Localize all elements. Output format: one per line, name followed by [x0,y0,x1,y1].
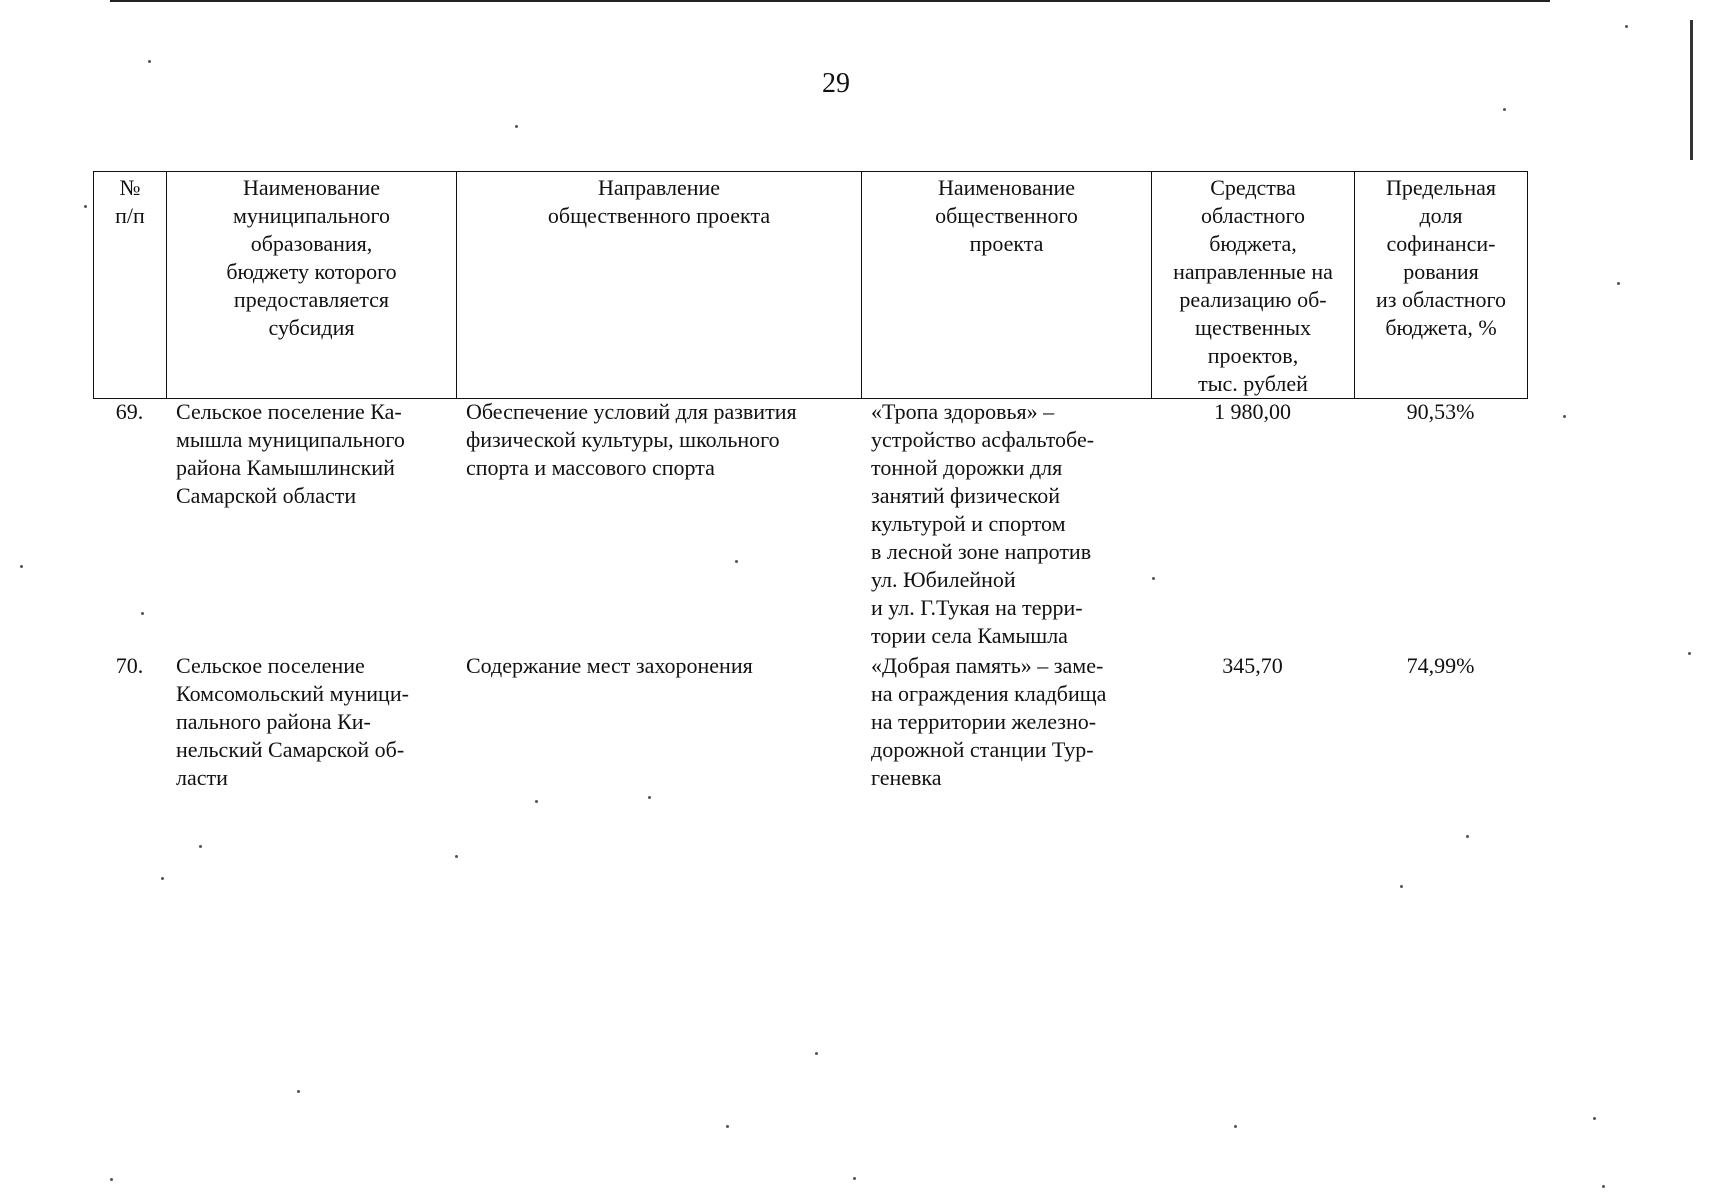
scan-speck [1688,652,1691,655]
row-share: 90,53% [1406,399,1475,424]
scan-speck [199,845,202,848]
row-funds: 1 980,00 [1214,399,1291,424]
scan-speck [110,1178,113,1181]
header-funds: Средства областного бюджета, направленные на реализацию об- щественных проектов, тыс. рублей [1152,172,1355,399]
row-funds: 345,70 [1222,653,1283,678]
header-number: № п/п [94,172,167,399]
scan-speck [1563,415,1566,418]
scan-speck [1617,282,1620,285]
scan-speck [20,565,23,568]
row-number: 70. [115,653,144,678]
scan-speck [1593,1117,1596,1120]
header-direction: Направление общественного проекта [457,172,862,399]
scan-speck [297,1090,300,1093]
table-row [93,650,1527,832]
scan-speck [1602,1185,1605,1188]
table-row [93,396,1527,650]
scan-speck [1400,885,1403,888]
scan-speck [84,205,87,208]
header-share: Предельная доля софинанси- рования из областного бюджета, % [1355,172,1528,399]
row-share: 74,99% [1406,653,1475,678]
table-body [93,396,1527,832]
scan-speck [726,1125,729,1128]
scan-speck [1234,1125,1237,1128]
scan-speck [648,796,651,799]
row-project: «Тропа здоровья» – устройство асфальтобе- тонной дорожки для занятий физической культурой и спортом в лесной зоне напротив ул. Юбилейной и ул. Г.Тукая на терри- тории села Камышла [871,399,1095,648]
row-project: «Добрая память» – заме- на ограждения кладбища на территории железно- дорожной станции Тур- геневка [871,653,1107,790]
row-direction: Обеспечение условий для развития физической культуры, школьного спорта и массового спорта [466,399,797,480]
scan-speck [141,612,144,615]
scan-speck [1503,108,1506,111]
scan-speck [1466,835,1469,838]
scan-speck [515,125,518,128]
header-municipality: Наименование муниципального образования, бюджету которого предоставляется субсидия [167,172,457,399]
scan-speck [455,855,458,858]
scan-speck [1625,25,1628,28]
scan-speck [815,1052,818,1055]
scan-speck [735,560,738,563]
header-project: Наименование общественного проекта [862,172,1152,399]
row-municipality: Сельское поселение Комсомольский муници- пального района Ки- нельский Самарской об- ласти [176,653,409,790]
page-edge-mark [1690,20,1693,160]
scan-speck [853,1177,856,1180]
scan-speck [1152,577,1155,580]
row-number: 69. [115,399,144,424]
top-rule [110,0,1550,2]
scan-speck [148,60,151,63]
row-direction: Содержание мест захоронения [466,653,753,678]
table-header [93,171,1528,399]
scan-speck [161,877,164,880]
scan-speck [535,800,538,803]
row-municipality: Сельское поселение Ка- мышла муниципального района Камышлинский Самарской области [176,399,405,508]
page-number: 29 [822,68,850,99]
